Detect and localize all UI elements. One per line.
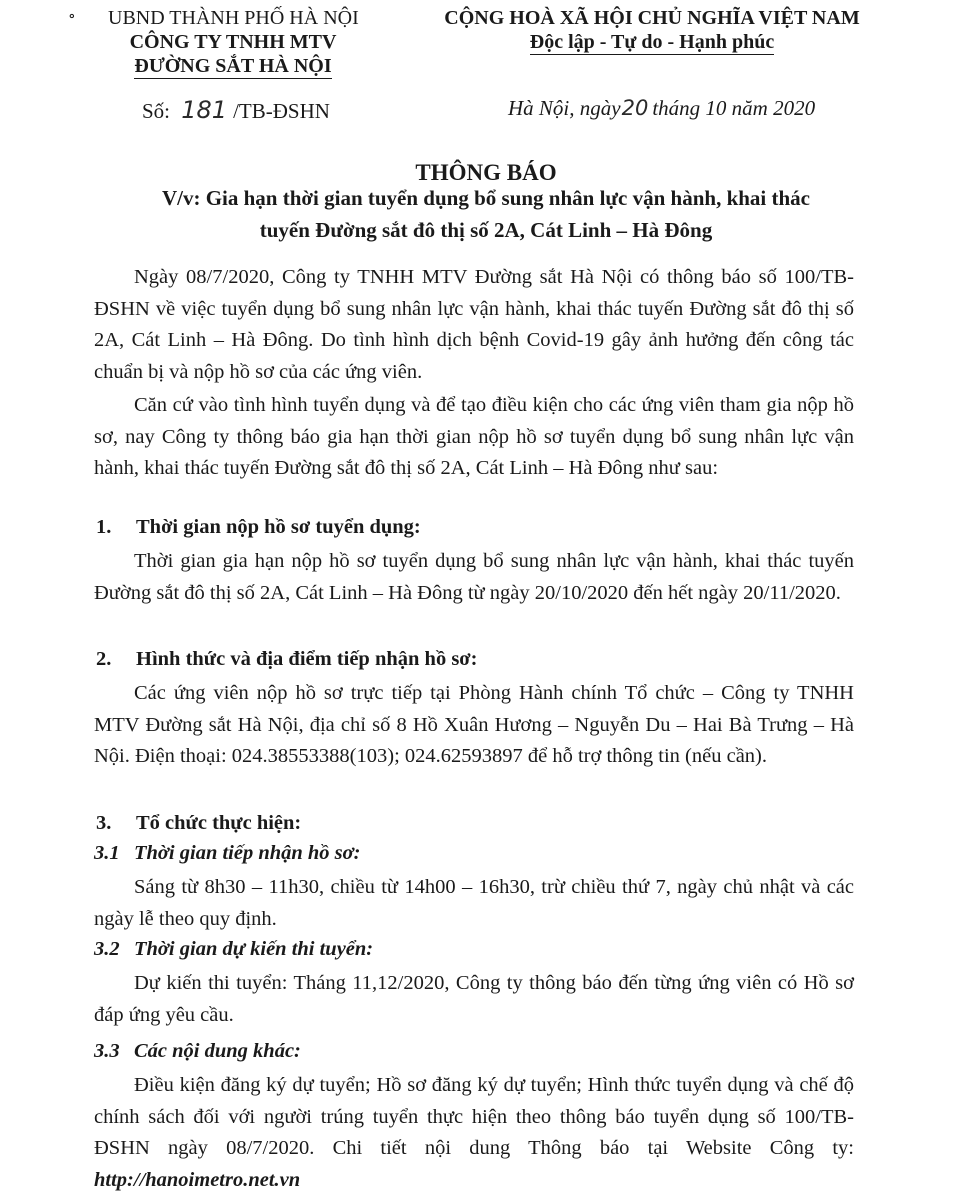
document-date: Hà Nội, ngày20 tháng 10 năm 2020 — [508, 96, 816, 120]
handwritten-number: 181 — [181, 96, 228, 124]
org-parent: UBND THÀNH PHỐ HÀ NỘI — [108, 7, 359, 29]
org-name-line2: ĐƯỜNG SẮT HÀ NỘI — [134, 55, 332, 77]
section-2-heading: 2. Hình thức và địa điểm tiếp nhận hồ sơ: — [96, 648, 478, 670]
section-3-2-text: Dự kiến thi tuyển: Tháng 11,12/2020, Công ty thông báo đến từng ứng viên có Hồ sơ đáp ứng yêu cầu. — [94, 972, 854, 1026]
scan-mark: ∘ — [68, 8, 76, 25]
document-title: THÔNG BÁO — [415, 160, 557, 185]
section-3-3-text: Điều kiện đăng ký dự tuyển; Hồ sơ đăng ký dự tuyển; Hình thức tuyển dụng và chế độ chính sách đối với người trúng tuyển thực hiện theo thông báo tuyển dụng số 100/TB-ĐSHN ngày 08/7/2020. Chi tiết nội dung Thông báo tại Website Công ty: http://hanoimetro.net.vn — [94, 1074, 854, 1191]
website-link[interactable]: http://hanoimetro.net.vn — [94, 1168, 301, 1191]
paragraph-1: Ngày 08/7/2020, Công ty TNHH MTV Đường sắt Hà Nội có thông báo số 100/TB-ĐSHN về việc tuyển dụng bổ sung nhân lực vận hành, khai thác tuyến Đường sắt đô thị số 2A, Cát Linh – Hà Đông. Do tình hình dịch bệnh Covid-19 gây ảnh hưởng đến công tác chuẩn bị và nộp hồ sơ của các ứng viên. — [94, 266, 854, 383]
paragraph-2: Căn cứ vào tình hình tuyển dụng và để tạo điều kiện cho các ứng viên tham gia nộp hồ sơ, nay Công ty thông báo gia hạn thời gian nộp hồ sơ tuyển dụng bổ sung nhân lực vận hành, khai thác tuyến Đường sắt đô thị số 2A, Cát Linh – Hà Đông như sau: — [94, 394, 854, 479]
section-3-1-text: Sáng từ 8h30 – 11h30, chiều từ 14h00 – 16h30, trừ chiều thứ 7, ngày chủ nhật và các ngày lễ theo quy định. — [94, 876, 854, 930]
document-number: Số: 181 /TB-ĐSHN — [142, 96, 330, 124]
subject-line-1: V/v: Gia hạn thời gian tuyển dụng bổ sung nhân lực vận hành, khai thác — [161, 186, 811, 210]
org-name-line1: CÔNG TY TNHH MTV — [129, 31, 337, 53]
section-3-1-heading: 3.1 Thời gian tiếp nhận hồ sơ: — [94, 842, 361, 864]
handwritten-day: 20 — [621, 96, 649, 120]
section-2-text: Các ứng viên nộp hồ sơ trực tiếp tại Phòng Hành chính Tổ chức – Công ty TNHH MTV Đường sắt Hà Nội, địa chỉ số 8 Hồ Xuân Hương – Nguyễn Du – Hai Bà Trưng – Hà Nội. Điện thoại: 024.38553388(103); 024.62593897 để hỗ trợ thông tin (nếu cần). — [94, 682, 854, 767]
section-3-2-heading: 3.2 Thời gian dự kiến thi tuyển: — [94, 938, 374, 960]
section-3-3-heading: 3.3 Các nội dung khác: — [94, 1040, 301, 1062]
header-left — [108, 6, 358, 78]
section-1-heading: 1. Thời gian nộp hồ sơ tuyển dụng: — [96, 516, 421, 538]
section-3-heading: 3. Tổ chức thực hiện: — [96, 812, 302, 834]
section-1-text: Thời gian gia hạn nộp hồ sơ tuyển dụng bổ sung nhân lực vận hành, khai thác tuyến Đường sắt đô thị số 2A, Cát Linh – Hà Đông từ ngày 20/10/2020 đến hết ngày 20/11/2020. — [94, 550, 854, 604]
header-right — [432, 6, 872, 54]
national-title: CỘNG HOÀ XÃ HỘI CHỦ NGHĨA VIỆT NAM — [444, 7, 860, 29]
subject-line-2: tuyến Đường sắt đô thị số 2A, Cát Linh – Hà Đông — [259, 218, 713, 242]
national-motto: Độc lập - Tự do - Hạnh phúc — [529, 31, 775, 53]
